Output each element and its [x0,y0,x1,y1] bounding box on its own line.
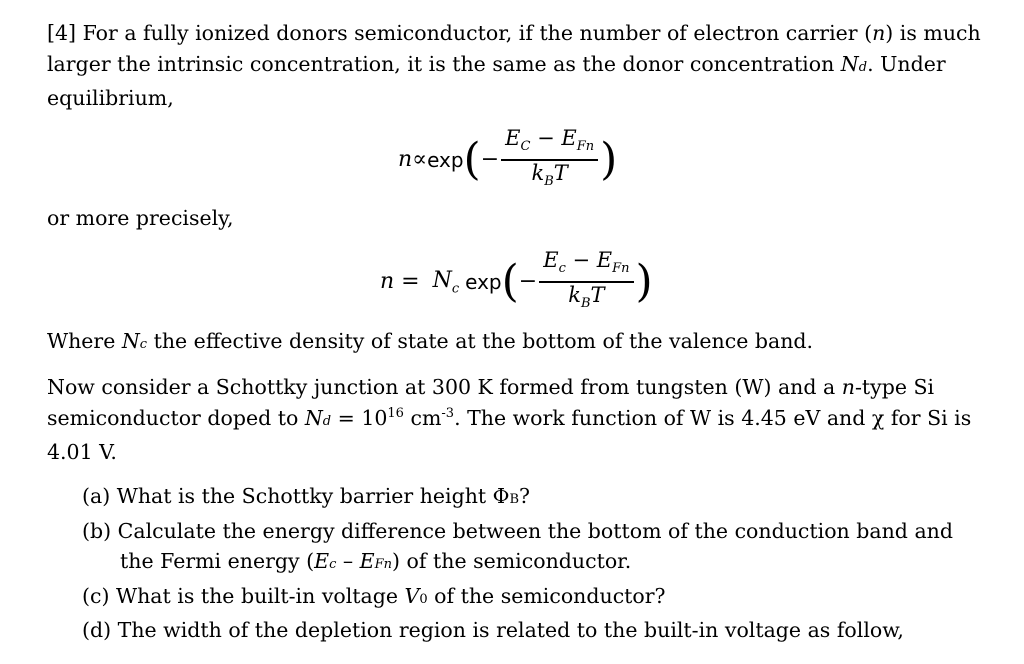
numerator: $E_c - E_{Fn}$ [543,248,630,277]
right-paren: ) [635,255,653,307]
numerator: $E_C - E_{Fn}$ [505,126,595,155]
left-paren: ( [501,255,519,307]
denominator: $k_BT$ [568,282,605,311]
right-paren: ) [600,133,618,185]
left-paren: ( [463,133,481,185]
question-list [82,481,992,646]
equation-precise: n = $N_c$ exp ( − $\frac{E_c - E_{Fn}}{k_BT}$ ) [380,248,653,316]
question-c: (c) What is the built-in voltage V0 of the semiconductor? [82,583,666,608]
equation-proportional: n ∝ exp ( − $\frac{E_C - E_{Fn}}{k_BT}$ ) [398,126,617,194]
where-definition: Where Nc the effective density of state at the bottom of the valence band. [47,329,814,353]
denominator: $k_BT$ [531,160,568,189]
schottky-paragraph: Now consider a Schottky junction at 300 K formed from tungsten (W) and a n-type Si semiconductor doped to $Nd = 10^{16}$ $cm^{-3}$. The work function of W is 4.45 eV and χ for Si is 4.01 V. [47,375,972,464]
problem-intro: [4] For a fully ionized donors semiconductor, if the number of electron carrier (n) is much larger the intrinsic concentration, it is the same as the donor concentration Nd. Under equilibrium, [47,21,981,110]
or-more-precisely: or more precisely, [47,206,234,230]
question-b: (b) Calculate the energy difference between the bottom of the conduction band and the Fermi energy (Ec – EFn) of the semiconductor. [82,518,953,573]
question-a: (a) What is the Schottky barrier height ΦB? [82,484,531,508]
fraction [539,248,633,316]
problem-number: [4] [47,21,77,45]
question-d: (d) The width of the depletion region is related to the built-in voltage as follow, [82,618,904,642]
fraction [501,126,598,194]
